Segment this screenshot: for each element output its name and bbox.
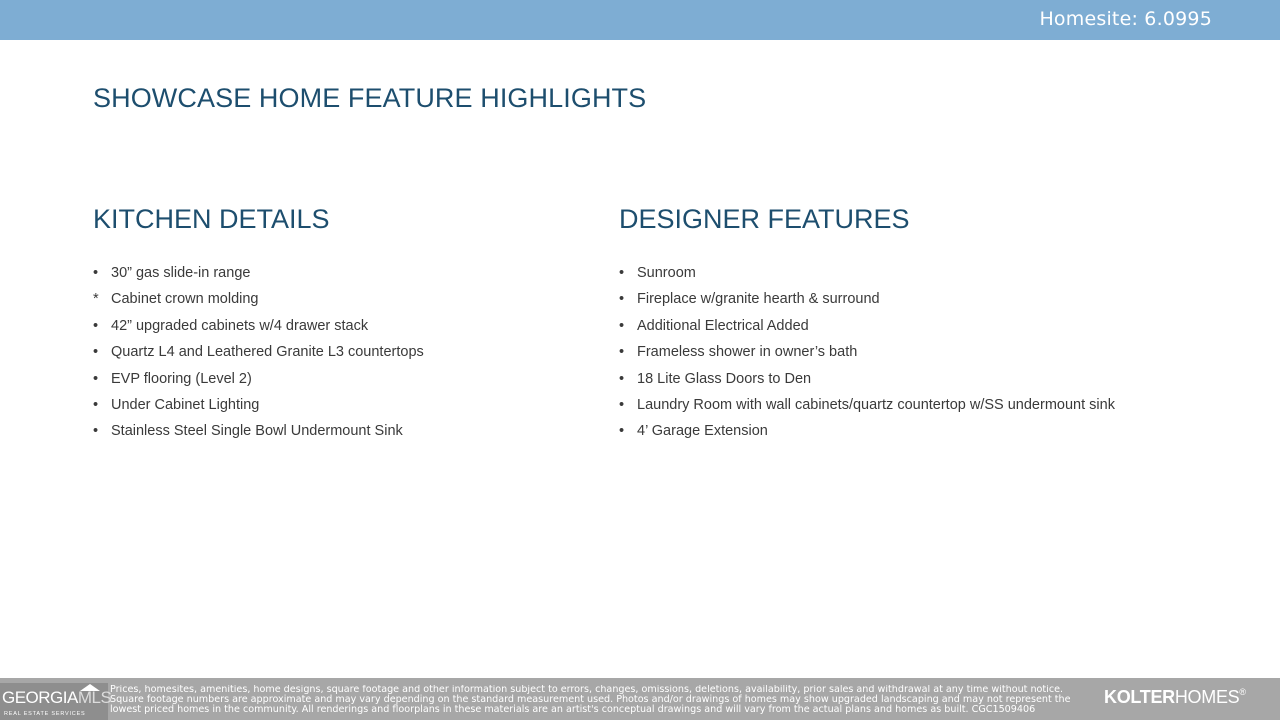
footer [0,678,1280,720]
kitchen-details-section [93,204,573,445]
legal-disclaimer: Prices, homesites, amenities, home designs, square footage and other information subject to errors, changes, omissions, deletions, availability, prior sales and withdrawal at any time without notice. Square footage numbers are approximate and may vary depending on the standard measurement used. Photos and/or drawings of homes may show upgraded landscaping and may not represent the lowest priced homes in the community. All renderings and floorplans in these materials are an artist's conceptual drawings and will vary from the actual plans and homes as built. CGC1509406 [110,685,1071,715]
bullet-marker: * [93,291,99,308]
georgia-mls-word-georgia: GEORGIA [2,688,78,707]
list-item [93,418,573,444]
list-item [93,392,573,418]
list-item-text: Additional Electrical Added [637,317,809,334]
georgia-mls-tagline: REAL ESTATE SERVICES [4,711,86,717]
list-item-text: Cabinet crown molding [111,291,259,308]
kolter-logo-regular: HOMES [1174,687,1240,707]
list-item-text: 42” upgraded cabinets w/4 drawer stack [111,317,369,334]
list-item-text: Sunroom [637,265,696,281]
bullet-marker: • [619,370,625,387]
list-item-text: Quartz L4 and Leathered Granite L3 countertops [111,344,424,361]
list-item [619,339,1119,365]
georgia-mls-word-mls: MLS [77,688,112,707]
list-item-text: Under Cabinet Lighting [111,397,260,414]
page-title: SHOWCASE HOME FEATURE HIGHLIGHTS [93,83,647,113]
kitchen-details-list [93,260,573,445]
bullet-marker: • [93,265,99,281]
list-item [93,339,573,365]
list-item-text: EVP flooring (Level 2) [111,370,252,387]
list-item [619,286,1119,312]
list-item [619,366,1119,392]
list-item [619,392,1119,418]
bullet-marker: • [93,344,99,361]
georgia-mls-wordmark [2,688,111,708]
homesite-label: Homesite: 6.0995 [1039,8,1212,30]
bullet-marker: • [93,370,99,387]
bullet-marker: • [619,423,625,440]
designer-features-list [619,260,1119,445]
georgia-mls-logo [0,683,112,720]
list-item-text: 18 Lite Glass Doors to Den [637,370,812,387]
designer-features-section [619,204,1119,445]
list-item [93,286,573,312]
list-item [93,366,573,392]
kolter-homes-logo [1104,687,1246,708]
bullet-marker: • [619,265,625,281]
list-item-text: Fireplace w/granite hearth & surround [637,291,880,308]
list-item-text: Laundry Room with wall cabinets/quartz countertop w/SS undermount sink [637,397,1115,414]
bullet-marker: • [619,397,625,414]
list-item [93,313,573,339]
list-item-text: Frameless shower in owner’s bath [637,344,858,361]
list-item [619,260,1119,286]
bullet-marker: • [93,317,99,334]
bullet-marker: • [93,423,99,440]
list-item [619,418,1119,444]
bullet-marker: • [619,291,625,308]
list-item-text: 30” gas slide-in range [111,265,251,281]
bullet-marker: • [93,397,99,414]
kitchen-details-heading: KITCHEN DETAILS [93,204,330,234]
registered-mark: ® [1239,687,1246,697]
list-item [93,260,573,286]
list-item-text: 4’ Garage Extension [637,423,768,440]
bullet-marker: • [619,344,625,361]
kolter-logo-bold: KOLTER [1104,687,1175,707]
designer-features-heading: DESIGNER FEATURES [619,204,910,234]
list-item-text: Stainless Steel Single Bowl Undermount Sink [111,423,403,440]
header-bar [0,0,1280,40]
bullet-marker: • [619,317,625,334]
list-item [619,313,1119,339]
